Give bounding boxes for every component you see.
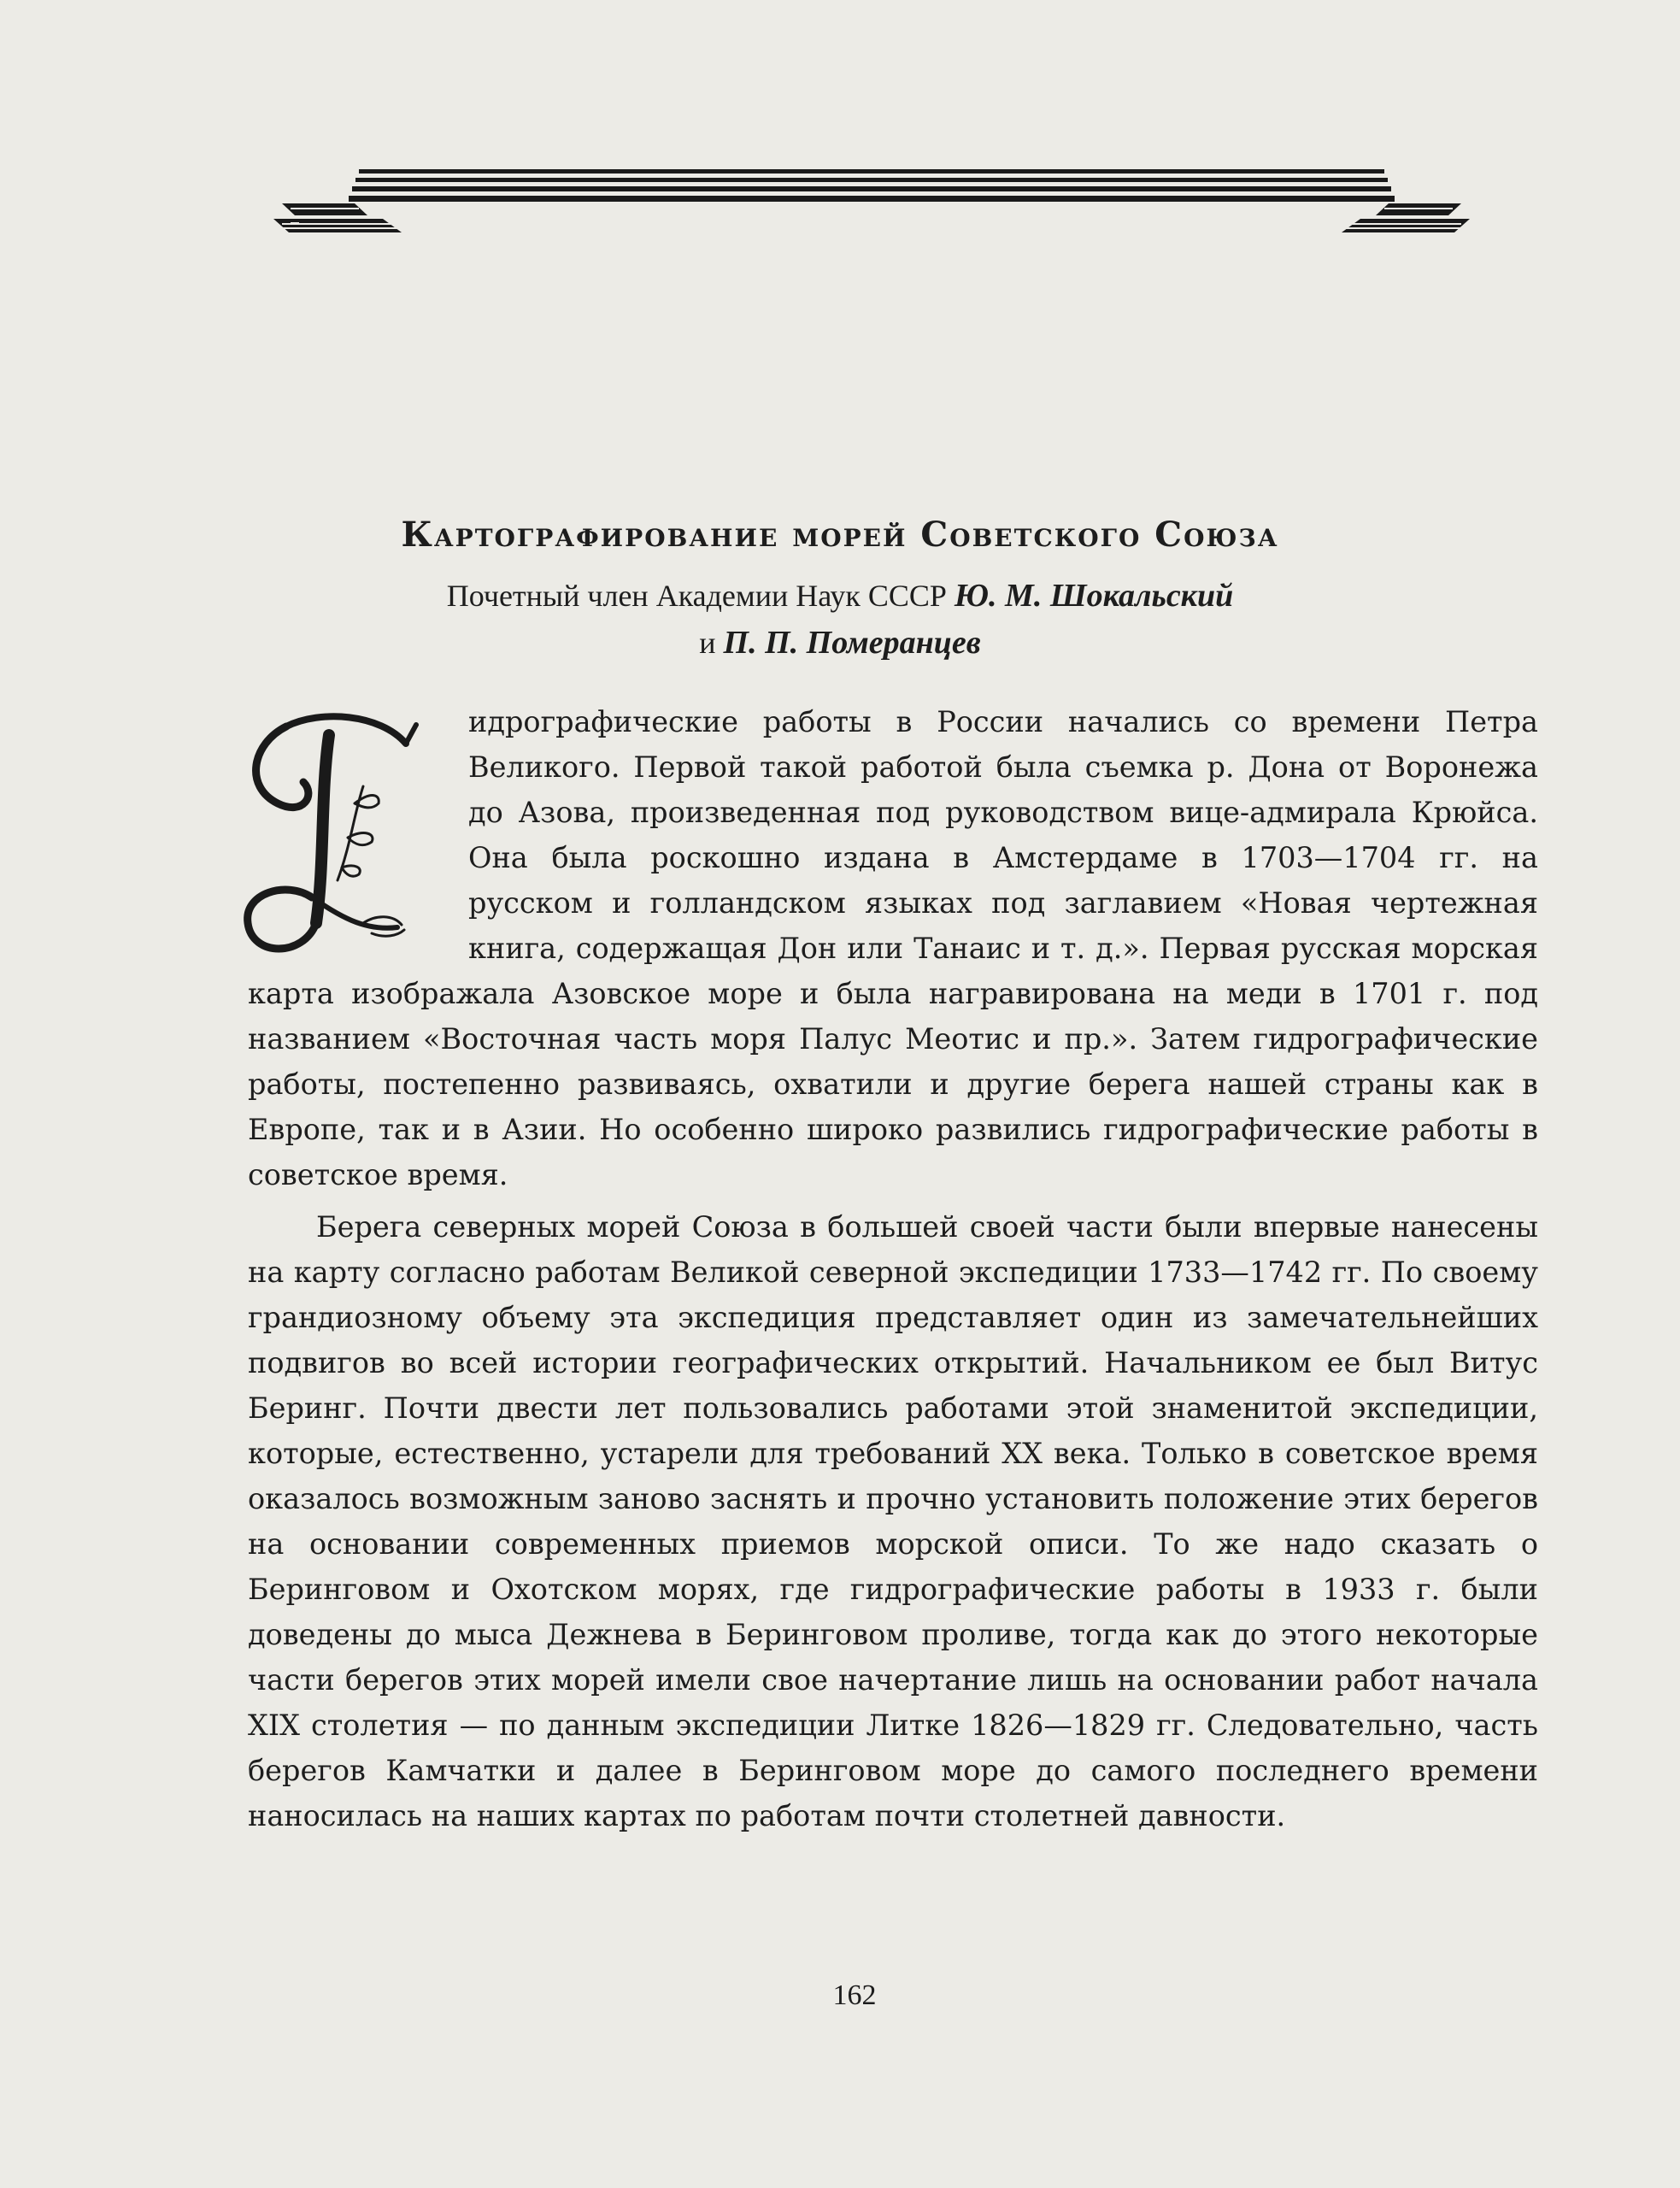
authors-line-2 xyxy=(256,624,1424,662)
article-body xyxy=(248,699,1538,1838)
paragraph-2: Берега северных морей Союза в большей своей части были впервые нанесены на карту согласно работам Великой северной экспедиции 1733—1742 гг. По своему грандиозному объему эта экспедиция представляет один из замечательнейших подвигов во всей истории географических открытий. Начальником ее был Витус Беринг. Почти двести лет пользовались работами этой знаменитой экспедиции, которые, естественно, устарели для требований XX века. Только в советское время оказалось возможным заново заснять и прочно установить положение этих берегов на основании современных приемов морской описи. То же надо сказать о Беринговом и Охотском морях, где гидрографические работы в 1933 г. были доведены до мыса Дежнева в Беринговом проливе, тогда как до этого некоторые части берегов этих морей имели свое начертание лишь на основании работ начала XIX столетия — по данным экспедиции Литке 1826—1829 гг. Следовательно, часть берегов Камчатки и далее в Беринговом море до самого последнего времени наносилась на наших картах по работам почти столетней давности. xyxy=(248,1210,1538,1832)
author-name-1: Ю. М. Шокальский xyxy=(954,578,1234,614)
author-credential: Почетный член Академии Наук СССР xyxy=(446,579,955,613)
author-name-2: П. П. Померанцев xyxy=(723,625,981,661)
initial-space xyxy=(248,699,468,971)
header-ornament xyxy=(273,162,1470,239)
page-number: 162 xyxy=(832,1979,877,2011)
article-title: Картографирование морей Советского Союза xyxy=(401,515,1279,555)
authors-line-1 xyxy=(256,577,1424,615)
paragraph-1: идрографические работы в России начались со времени Петра Великого. Первой такой работой была съемка р. Дона от Воронежа до Азова, произведенная под руководством вице-адмирала Крюйса. Она была роскошно издана в Амстердаме в 1703—1704 гг. на русском и голландском языках под заглавием «Новая чертежная книга, содержащая Дон или Танаис и т. д.». Первая русская морская карта изображала Азовское море и была награвирована на меди в 1701 г. под названием «Восточная часть моря Палус Меотис и пр.». Затем гидрографические работы, постепенно развиваясь, охватили и другие берега нашей страны как в Европе, так и в Азии. Но особенно широко развились гидрографические работы в советское время. xyxy=(248,705,1538,1191)
author-conjunction: и xyxy=(699,626,724,660)
